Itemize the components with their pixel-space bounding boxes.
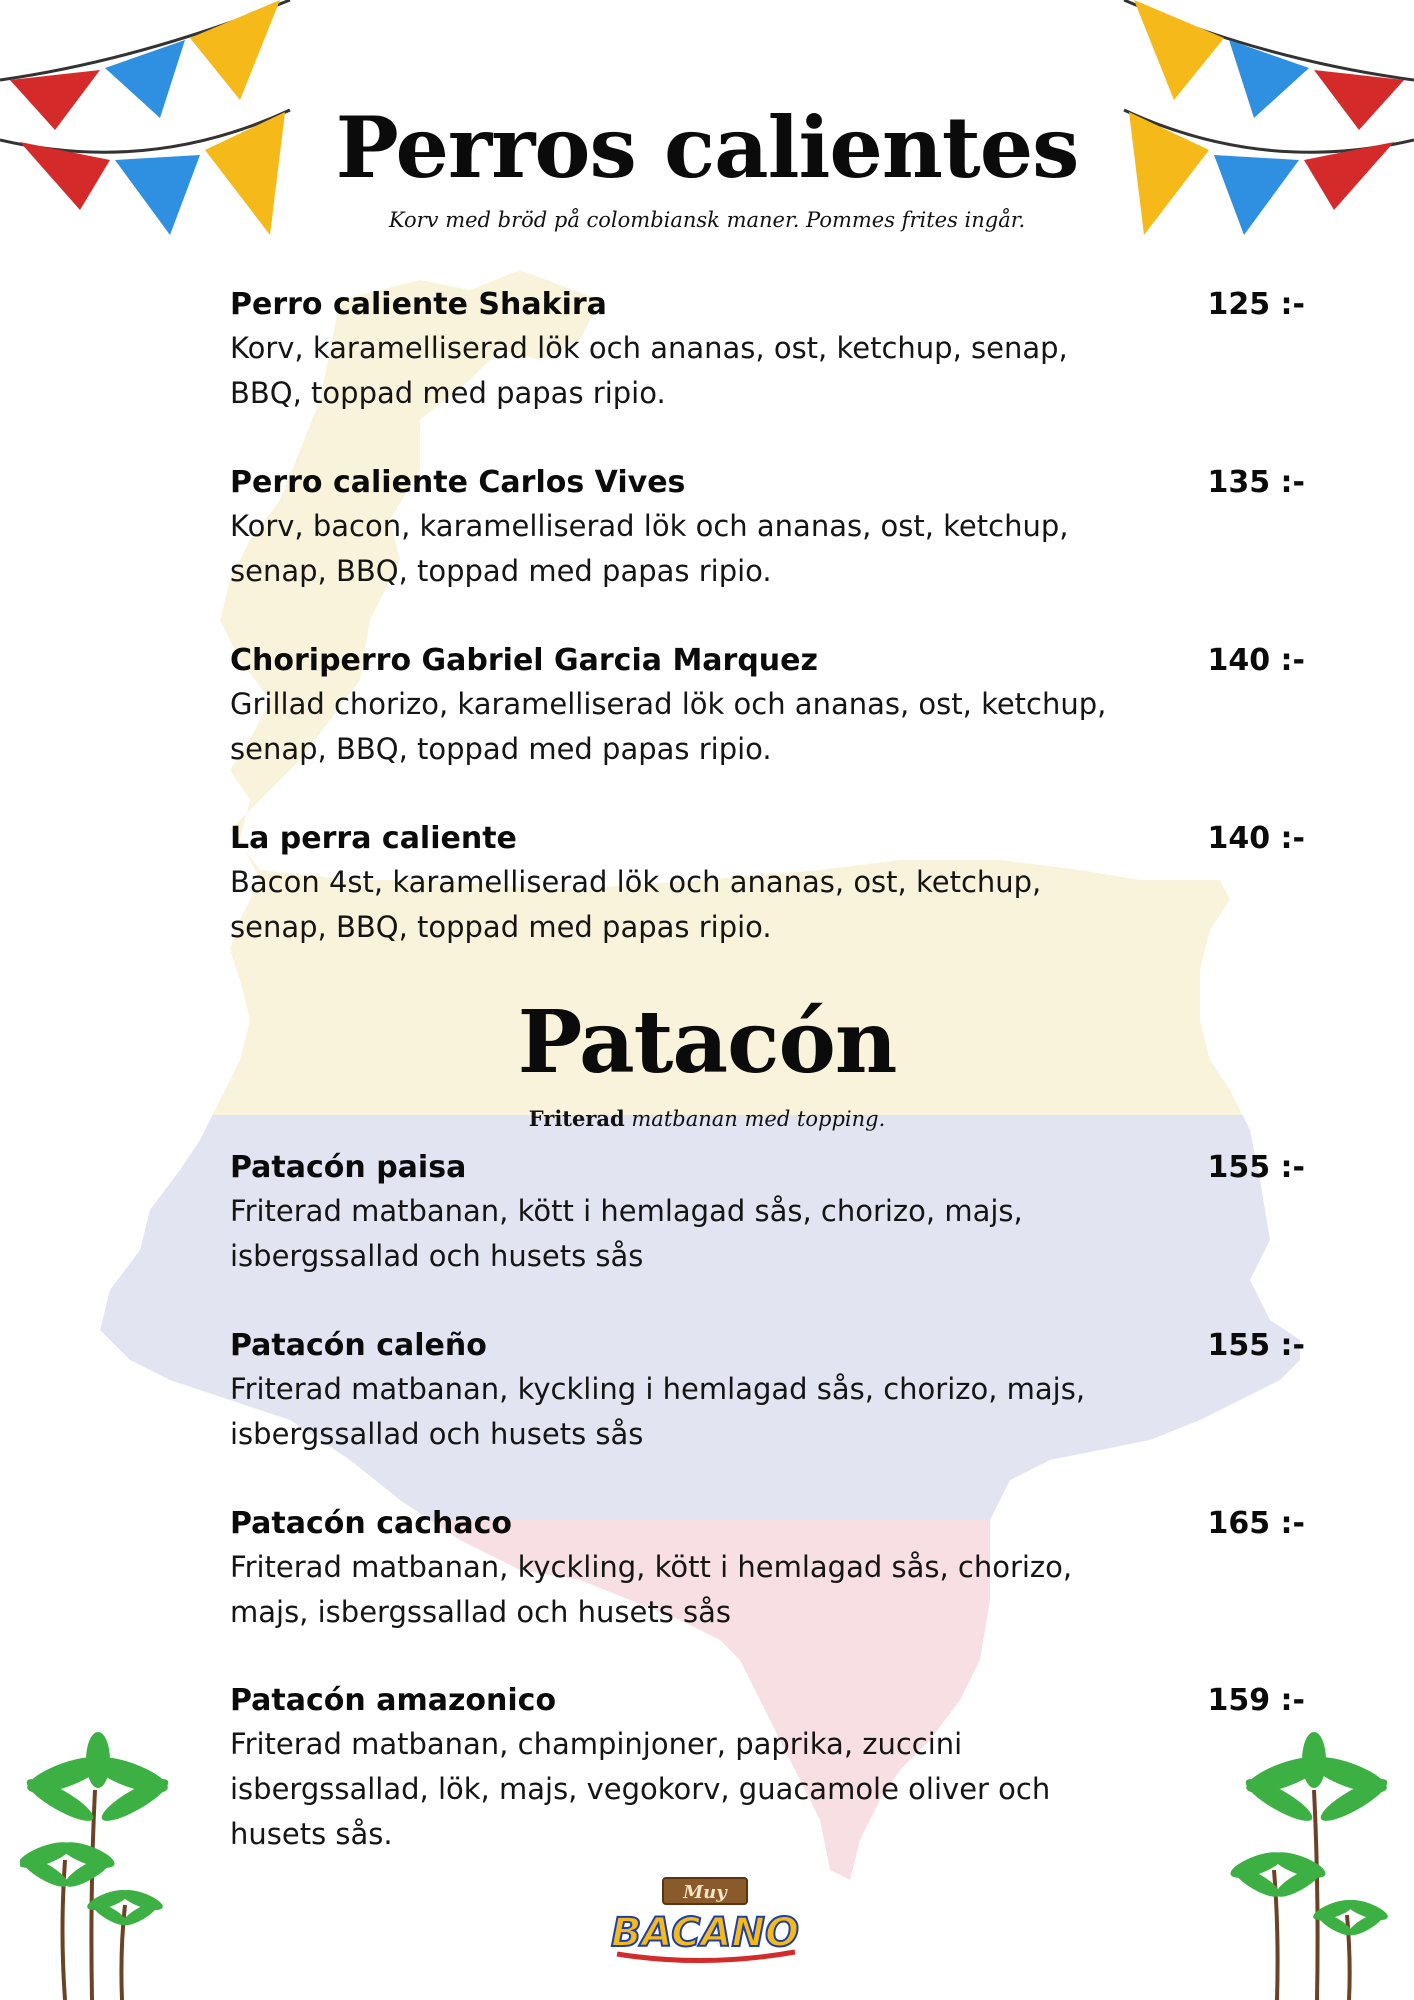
menu-item-name: Patacón paisa [230, 1150, 467, 1185]
menu-item [230, 640, 1305, 772]
menu-item [230, 1680, 1305, 1857]
menu-item-name: Patacón amazonico [230, 1683, 557, 1718]
menu-item [230, 1325, 1305, 1457]
menu-item-price: 165 :- [1207, 1506, 1305, 1541]
menu-item [230, 284, 1305, 416]
menu-item-description: Friterad matbanan, kyckling, kött i hemlagad sås, chorizo, majs, isbergssallad och husets sås [230, 1550, 1073, 1629]
menu-item-description: Grillad chorizo, karamelliserad lök och ananas, ost, ketchup, senap, BBQ, toppad med papas ripio. [230, 687, 1107, 766]
menu-item-price: 155 :- [1207, 1150, 1305, 1185]
section-subtitle-perros-calientes: Korv med bröd på colombiansk maner. Pommes frites ingår. [388, 208, 1026, 232]
logo-top-text: Muy [683, 1882, 727, 1903]
menu-item [230, 1503, 1305, 1635]
menu-item-description: Friterad matbanan, kött i hemlagad sås, chorizo, majs, isbergssallad och husets sås [230, 1194, 1023, 1273]
menu-item [230, 1147, 1305, 1279]
menu-item-description: Korv, bacon, karamelliserad lök och ananas, ost, ketchup, senap, BBQ, toppad med papas ripio. [230, 509, 1069, 588]
menu-item [230, 818, 1305, 950]
menu-item-description: Friterad matbanan, kyckling i hemlagad sås, chorizo, majs, isbergssallad och husets sås [230, 1372, 1086, 1451]
section-title-patacon: Patacón [517, 992, 897, 1093]
menu-item-name: Patacón cachaco [230, 1506, 513, 1541]
menu-item-description: Friterad matbanan, champinjoner, paprika, zuccini isbergssallad, lök, majs, vegokorv, guacamole oliver och husets sås. [230, 1727, 1051, 1851]
muy-bacano-logo [605, 1876, 805, 1968]
menu-item-price: 135 :- [1207, 465, 1305, 500]
section-title-perros-calientes: Perros calientes [335, 98, 1079, 197]
menu-item-price: 140 :- [1207, 821, 1305, 856]
menu-item-name: La perra caliente [230, 821, 517, 856]
logo-main-text: BACANO [610, 1910, 800, 1956]
menu-item-name: Choriperro Gabriel Garcia Marquez [230, 643, 818, 678]
section-subtitle-patacon: Friterad matbanan med topping. [528, 1106, 886, 1131]
menu-item-name: Perro caliente Shakira [230, 287, 607, 322]
menu-item [230, 462, 1305, 594]
menu-item-price: 125 :- [1207, 287, 1305, 322]
menu-item-price: 159 :- [1207, 1683, 1305, 1718]
menu-item-price: 140 :- [1207, 643, 1305, 678]
menu-item-description: Korv, karamelliserad lök och ananas, ost, ketchup, senap, BBQ, toppad med papas ripio. [230, 331, 1068, 410]
menu-item-price: 155 :- [1207, 1328, 1305, 1363]
menu-item-name: Patacón caleño [230, 1328, 487, 1363]
menu-item-name: Perro caliente Carlos Vives [230, 465, 686, 500]
menu-item-description: Bacon 4st, karamelliserad lök och ananas, ost, ketchup, senap, BBQ, toppad med papas ripio. [230, 865, 1042, 944]
